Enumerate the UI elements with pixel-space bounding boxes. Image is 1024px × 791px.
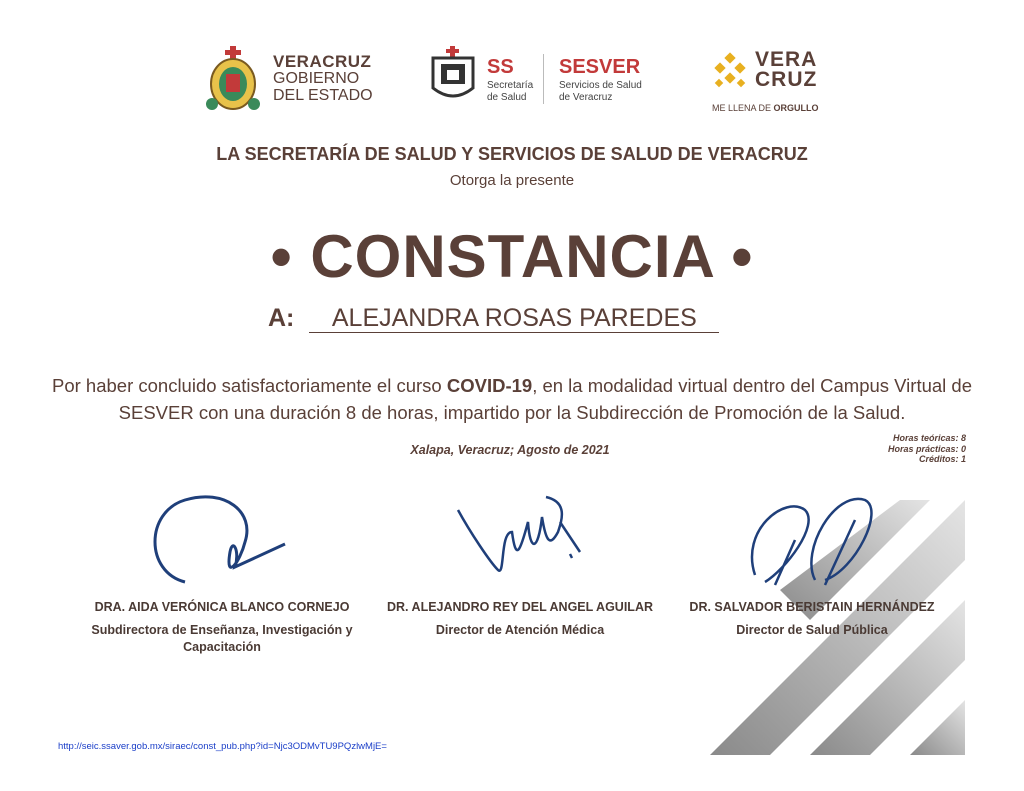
- veracruz-line2: CRUZ: [755, 68, 818, 91]
- veracruz-pattern-icon: [712, 52, 752, 92]
- sesver-text: [559, 80, 642, 104]
- veracruz-coat-of-arms-icon: [200, 44, 266, 114]
- certificate-title: • CONSTANCIA •: [270, 223, 754, 290]
- ss-line1: Secretaría: [487, 80, 534, 91]
- signatory-3-role: Director de Salud Pública: [736, 623, 888, 637]
- signatory-1-role: Subdirectora de Enseñanza, Investigación y Capacitación: [91, 623, 353, 654]
- logo-gobierno-veracruz: [200, 44, 380, 114]
- sesver-line2: de Veracruz: [559, 92, 613, 103]
- signature-3-image: [745, 490, 885, 590]
- hours-theory: Horas teóricas: 8: [892, 433, 966, 443]
- signatory-2: [370, 600, 670, 639]
- tagline-b: ORGULLO: [773, 103, 819, 113]
- signatory-2-name: DR. ALEJANDRO REY DEL ANGEL AGUILAR: [387, 600, 653, 614]
- signatory-3: [662, 600, 962, 639]
- ss-line2: de Salud: [487, 92, 527, 103]
- ss-abbr: SS: [487, 56, 514, 78]
- veracruz-tagline: [712, 103, 819, 113]
- tagline-a: ME LLENA DE: [712, 103, 774, 113]
- recipient: [268, 304, 719, 333]
- hours-credits: [888, 433, 966, 465]
- body-part2: , en la modalidad virtual dentro del Campus Virtual de SESVER con una duración 8 de horas, impartido por la Subdirección de Promoción de la Salud.: [118, 375, 972, 423]
- course-name: COVID-19: [446, 375, 533, 396]
- hours-practice: Horas prácticas: 0: [887, 443, 966, 454]
- signature-2-image: [450, 492, 600, 587]
- verification-link[interactable]: http://seic.ssaver.gob.mx/siraec/const_pub.php?id=Njc3ODMvTU9PQzlwMjE=: [58, 741, 387, 752]
- signature-1-image: [145, 492, 295, 592]
- credits: Créditos: 1: [918, 454, 966, 464]
- sesver-name: SESVER: [559, 56, 641, 78]
- place-date: Xalapa, Veracruz; Agosto de 2021: [410, 443, 610, 457]
- gobierno-line3: DEL ESTADO: [273, 87, 373, 104]
- gobierno-line1: VERACRUZ: [273, 52, 372, 71]
- gobierno-line2: GOBIERNO: [273, 70, 360, 87]
- logo-ss-sesver: [425, 44, 665, 114]
- signatory-1-name: DRA. AIDA VERÓNICA BLANCO CORNEJO: [94, 600, 350, 614]
- signatory-3-name: DR. SALVADOR BERISTAIN HERNÁNDEZ: [689, 600, 935, 614]
- certificate-body: [40, 372, 984, 426]
- issuer-subheading: Otorga la presente: [449, 172, 575, 189]
- logo-veracruz-me-llena-de-orgullo: [710, 46, 830, 118]
- recipient-name: ALEJANDRA ROSAS PAREDES: [309, 304, 719, 333]
- logo-divider: [543, 54, 544, 104]
- body-part1: Por haber concluido satisfactoriamente el curso: [51, 375, 447, 396]
- ss-emblem-icon: [425, 44, 481, 106]
- veracruz-line1: VERA: [755, 48, 818, 71]
- signatory-2-role: Director de Atención Médica: [435, 623, 605, 637]
- sesver-line1: Servicios de Salud: [559, 80, 642, 91]
- issuer-heading: LA SECRETARÍA DE SALUD Y SERVICIOS DE SALUD DE VERACRUZ: [216, 144, 808, 164]
- ss-text: [487, 80, 533, 104]
- signatory-1: [72, 600, 372, 656]
- recipient-label: A:: [268, 304, 295, 332]
